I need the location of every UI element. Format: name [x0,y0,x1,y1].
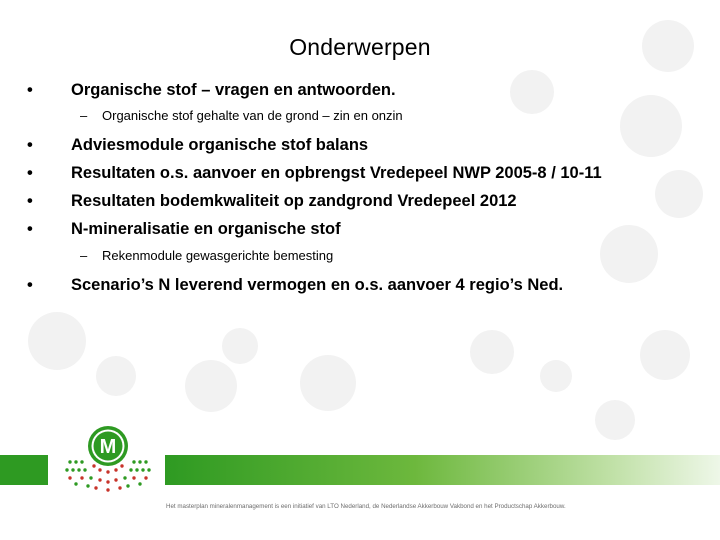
subbullet-text: Rekenmodule gewasgerichte bemesting [102,248,334,263]
bullet-text: Adviesmodule organische stof balans [71,136,369,154]
bullet-symbol: • [27,220,33,238]
dash-symbol: – [80,108,88,123]
background-decor-circle [185,360,237,412]
background-decor-circle [300,355,356,411]
logo-letter: M [99,436,117,458]
bullet-symbol: • [27,276,33,294]
brand-green-bar-right [165,455,720,485]
bullet-symbol: • [27,164,33,182]
bullet-text: Organische stof – vragen en antwoorden. [71,81,396,99]
bullet-text: N-mineralisatie en organische stof [71,220,341,238]
bullet-symbol: • [27,81,33,99]
background-decor-circle [470,330,514,374]
background-decor-circle [600,225,658,283]
dash-symbol: – [80,248,88,263]
background-decor-circle [620,95,682,157]
bullet-text: Resultaten bodemkwaliteit op zandgrond Vredepeel 2012 [71,192,517,210]
background-decor-circle [96,356,136,396]
slide-title: Onderwerpen [289,34,431,60]
background-decor-circle [222,328,258,364]
background-decor-circle [655,170,703,218]
subbullet-text: Organische stof gehalte van de grond – zin en onzin [102,108,403,123]
footer-disclaimer: Het masterplan mineralenmanagement is een initiatief van LTO Nederland, de Nederlandse Akkerbouw Vakbond en het Productschap Akkerbouw. [166,503,566,510]
background-decor-circle [510,70,554,114]
brand-green-bar-left [0,455,48,485]
background-decor-circle [28,312,86,370]
bullet-symbol: • [27,136,33,154]
background-decor-circle [595,400,635,440]
background-decor-circle [540,360,572,392]
bullet-text: Resultaten o.s. aanvoer en opbrengst Vredepeel NWP 2005-8 / 10-11 [71,164,602,182]
mineralenmanagement-logo-icon [62,418,156,494]
background-decor-circle [640,330,690,380]
bullet-text: Scenario’s N leverend vermogen en o.s. aanvoer 4 regio’s Ned. [71,276,564,294]
bullet-symbol: • [27,192,33,210]
